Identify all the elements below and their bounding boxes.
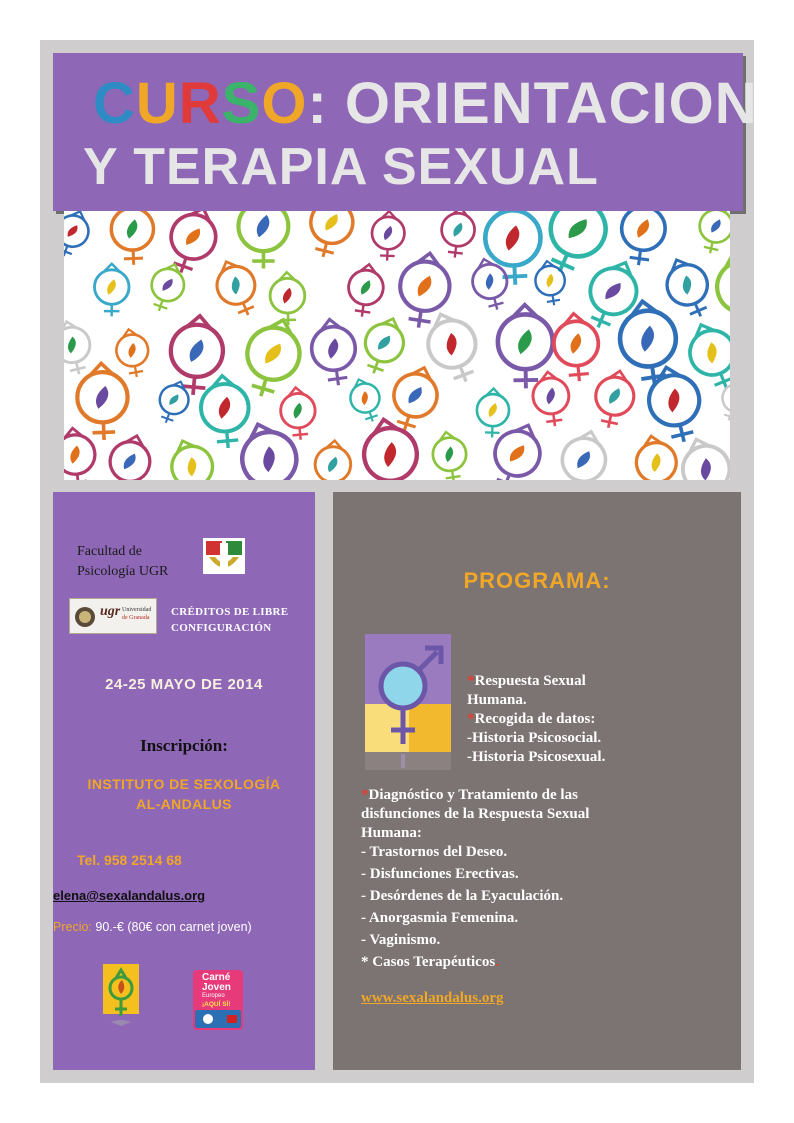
gender-symbol-mark <box>438 211 477 260</box>
gender-symbol-mark <box>313 439 353 480</box>
header-banner <box>53 53 758 211</box>
gender-symbol-mark <box>617 211 669 268</box>
pattern-image <box>64 211 730 480</box>
gender-symbol-mark <box>94 264 129 317</box>
program-column <box>333 492 741 1070</box>
gender-symbol-mark <box>152 377 194 428</box>
course-dates: 24-25 MAYO DE 2014 <box>105 676 263 693</box>
gender-symbol-mark <box>163 434 223 480</box>
psychology-faculty-logo <box>203 538 245 574</box>
gender-symbol-mark <box>356 312 411 379</box>
gender-symbol-mark <box>64 318 96 379</box>
gender-symbol-mark <box>358 414 425 480</box>
gender-symbol-mark <box>632 432 683 480</box>
title-line-2: Y TERAPIA SEXUAL <box>83 138 599 196</box>
gender-symbol-mark <box>371 211 405 261</box>
gender-symbol-mark <box>102 431 156 480</box>
price-info: Precio: 90.-€ (80€ con carnet joven) <box>53 920 252 934</box>
gender-symbol-mark <box>238 211 288 269</box>
credits-label: CRÉDITOS DE LIBRE CONFIGURACIÓN <box>171 606 289 634</box>
gender-symbol-mark <box>113 327 152 380</box>
gender-symbol-mark <box>76 362 129 440</box>
institute-name: INSTITUTO DE SEXOLOGÍA AL-ANDALUS <box>87 776 281 812</box>
gender-symbols-pattern <box>64 211 730 480</box>
inscription-heading: Inscripción: <box>140 736 228 755</box>
gender-symbol-mark <box>709 246 730 336</box>
carne-joven-logo: Carné Joven Europeo ¡AQUÍ SÍ! <box>193 970 243 1030</box>
faculty-label: Facultad de Psicología UGR <box>77 544 169 579</box>
title-line-1: CURSO: ORIENTACION <box>93 71 758 136</box>
gender-symbol-mark <box>269 272 305 326</box>
title-curso: CURSO <box>93 71 308 136</box>
gender-symbol-mark <box>554 426 612 480</box>
gender-symbol-mark <box>551 312 601 383</box>
gender-symbol-mark <box>483 211 542 286</box>
gender-symbol-mark <box>658 252 719 324</box>
gender-symbol-mark <box>534 211 618 283</box>
gender-symbol-mark <box>694 211 730 257</box>
program-item-3: *Diagnóstico y Tratamiento de las disfunciones de la Respuesta Sexual Humana: - Trastornos del Deseo. - Disfunciones Erectivas. - Desórdenes de la Eyaculación. - Anorgasmia Femenina. - Vaginismo. * Casos Terapéuticos. <box>361 787 590 970</box>
gender-symbol-mark <box>303 211 360 262</box>
gender-symbol-mark <box>279 386 318 442</box>
gender-symbol-mark <box>345 375 387 426</box>
gender-symbol-mark <box>345 262 387 319</box>
gender-symbol-mark <box>430 429 471 480</box>
program-item-1: *Respuesta Sexual Humana. *Recogida de datos: -Historia Psicosocial. -Historia Psicosexual. <box>467 673 606 765</box>
gender-symbol-image <box>365 634 451 770</box>
gender-symbol-mark <box>209 255 266 323</box>
gender-symbol-mark <box>198 374 251 450</box>
program-title: PROGRAMA: <box>463 568 611 593</box>
gender-symbol-mark <box>394 250 454 332</box>
gender-symbol-mark <box>476 388 510 438</box>
gender-symbol-mark <box>680 317 730 397</box>
gender-symbol-mark <box>232 416 309 480</box>
email-link[interactable]: elena@sexalandalus.org <box>53 888 206 903</box>
gender-symbol-mark <box>64 211 95 261</box>
ugr-logo: ugr Universidad de Granada <box>69 598 157 634</box>
info-column <box>53 492 315 1070</box>
institute-logo <box>103 964 139 1028</box>
gender-symbol-mark <box>590 367 639 431</box>
phone-number: Tel. 958 2514 68 <box>77 852 182 868</box>
website-link[interactable]: www.sexalandalus.org <box>361 990 504 1006</box>
gender-symbol-mark <box>110 211 155 266</box>
gender-symbol-mark <box>308 316 360 388</box>
